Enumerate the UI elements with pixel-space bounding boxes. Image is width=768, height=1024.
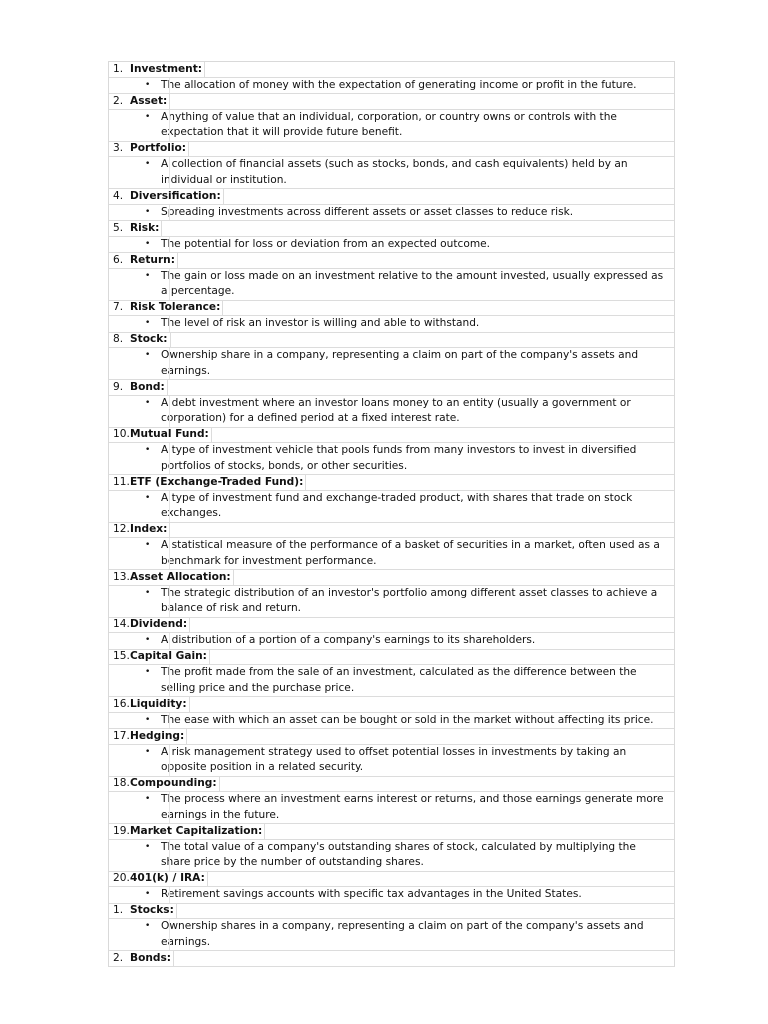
glossary-definition-row: [109, 316, 674, 333]
definition-text: A type of investment fund and exchange-traded product, with shares that trade on stock exchanges.: [161, 491, 633, 519]
term-title: Diversification:: [130, 189, 224, 204]
definition-text: Retirement savings accounts with specific tax advantages in the United States.: [161, 888, 582, 900]
glossary-term-row: [109, 475, 674, 491]
term-number: 9.: [113, 380, 124, 393]
glossary-term-row: [109, 428, 674, 444]
glossary-definition-row: [109, 633, 674, 650]
glossary-definition-row: [109, 205, 674, 222]
term-number: 6.: [113, 253, 124, 266]
glossary-term-row: [109, 253, 674, 269]
term-number: 15.: [113, 650, 130, 663]
glossary-definition-row: [109, 78, 674, 95]
term-title: Capital Gain:: [130, 649, 210, 664]
term-title: Bonds:: [130, 951, 174, 966]
definition-text: The level of risk an investor is willing and able to withstand.: [161, 317, 480, 329]
glossary-term-row: [109, 221, 674, 237]
bullet-icon: •: [145, 206, 151, 217]
bullet-icon: •: [145, 318, 151, 328]
term-number: 20.: [113, 872, 130, 885]
glossary-definition-row: [109, 110, 674, 142]
term-number: 14.: [113, 618, 130, 631]
glossary-term-row: [109, 618, 674, 634]
term-number: 1.: [113, 904, 124, 917]
bullet-icon: •: [145, 889, 151, 899]
glossary-term-row: [109, 380, 674, 396]
term-number: 2.: [113, 94, 124, 107]
definition-text: A statistical measure of the performance of a basket of securities in a market, often used as a benchmark for investment performance.: [161, 539, 660, 567]
term-title: Compounding:: [130, 776, 220, 791]
glossary-definition-row: [109, 396, 674, 428]
glossary-definition-row: [109, 792, 674, 824]
definition-text: The gain or loss made on an investment relative to the amount invested, usually expressed as a percentage.: [161, 269, 664, 297]
definition-text: The ease with which an asset can be bought or sold in the market without affecting its price.: [161, 713, 654, 726]
glossary-definition-row: [109, 586, 674, 618]
term-number: 8.: [113, 333, 124, 346]
term-number: 17.: [113, 729, 130, 742]
term-title: ETF (Exchange-Traded Fund):: [130, 475, 306, 490]
term-title: Liquidity:: [130, 697, 190, 712]
term-number: 1.: [113, 62, 124, 75]
term-number: 7.: [113, 301, 124, 314]
glossary-term-row: [109, 904, 674, 920]
term-title: Index:: [130, 522, 170, 537]
glossary-term-row: [109, 62, 674, 78]
bullet-icon: •: [145, 111, 151, 122]
term-title: Portfolio:: [130, 141, 189, 156]
term-title: Asset:: [130, 94, 170, 109]
term-number: 19.: [113, 824, 130, 837]
term-number: 10.: [113, 428, 130, 441]
definition-text: A type of investment vehicle that pools funds from many investors to invest in diversified portfolios of stocks, bonds, or other securities.: [161, 444, 637, 472]
definition-text: The strategic distribution of an investor's portfolio among different asset classes to achieve a balance of risk and return.: [161, 586, 658, 614]
bullet-icon: •: [145, 587, 151, 598]
glossary-definition-row: [109, 443, 674, 475]
glossary-term-row: [109, 94, 674, 110]
glossary-term-row: [109, 824, 674, 840]
glossary-term-row: [109, 729, 674, 745]
glossary-term-row: [109, 777, 674, 793]
glossary-term-row: [109, 872, 674, 888]
bullet-icon: •: [145, 492, 151, 503]
term-title: Stock:: [130, 332, 171, 347]
bullet-icon: •: [145, 238, 151, 249]
term-number: 16.: [113, 697, 130, 710]
glossary-definition-row: [109, 157, 674, 189]
glossary-definition-row: [109, 237, 674, 254]
definition-text: A collection of financial assets (such as stocks, bonds, and cash equivalents) held by an individual or institution.: [161, 158, 628, 186]
bullet-icon: •: [145, 445, 151, 455]
term-title: Investment:: [130, 62, 205, 77]
definition-text: The process where an investment earns interest or returns, and those earnings generate more earnings in the future.: [161, 793, 664, 821]
term-title: Bond:: [130, 380, 168, 395]
bullet-icon: •: [145, 540, 151, 550]
term-number: 11.: [113, 475, 130, 488]
glossary-term-row: [109, 142, 674, 158]
definition-text: Ownership shares in a company, representing a claim on part of the company's assets and earnings.: [161, 920, 644, 948]
glossary-definition-row: [109, 538, 674, 570]
term-number: 5.: [113, 221, 124, 234]
term-title: Risk:: [130, 221, 162, 236]
glossary-definition-row: [109, 269, 674, 301]
bullet-icon: •: [145, 794, 151, 804]
bullet-icon: •: [145, 350, 151, 360]
term-title: Risk Tolerance:: [130, 300, 223, 315]
bullet-icon: •: [145, 79, 151, 90]
definition-text: Spreading investments across different assets or asset classes to reduce risk.: [161, 205, 574, 218]
definition-text: Ownership share in a company, representing a claim on part of the company's assets and earnings.: [161, 349, 639, 377]
bullet-icon: •: [145, 746, 151, 757]
term-title: Mutual Fund:: [130, 427, 212, 442]
glossary-term-row: [109, 650, 674, 666]
bullet-icon: •: [145, 397, 151, 408]
term-title: Stocks:: [130, 903, 177, 918]
glossary-definition-row: [109, 713, 674, 730]
glossary-definition-row: [109, 491, 674, 523]
definition-text: The potential for loss or deviation from an expected outcome.: [161, 237, 491, 250]
definition-text: The total value of a company's outstanding shares of stock, calculated by multiplying the share price by the number of outstanding shares.: [161, 840, 636, 868]
glossary-term-row: [109, 333, 674, 349]
glossary-definition-row: [109, 887, 674, 904]
definition-text: The allocation of money with the expectation of generating income or profit in the future.: [161, 78, 637, 91]
glossary-term-row: [109, 523, 674, 539]
definition-text: A risk management strategy used to offset potential losses in investments by taking an opposite position in a related security.: [161, 745, 627, 773]
term-title: 401(k) / IRA:: [130, 871, 208, 886]
bullet-icon: •: [145, 635, 151, 645]
bullet-icon: •: [145, 714, 151, 725]
glossary-document: [108, 61, 675, 967]
definition-text: A distribution of a portion of a company's earnings to its shareholders.: [161, 634, 536, 646]
glossary-definition-row: [109, 919, 674, 951]
term-title: Return:: [130, 253, 178, 268]
bullet-icon: •: [145, 841, 151, 852]
glossary-definition-row: [109, 348, 674, 380]
term-number: 13.: [113, 570, 130, 583]
term-number: 12.: [113, 523, 130, 536]
definition-text: The profit made from the sale of an investment, calculated as the difference between the selling price and the purchase price.: [161, 666, 637, 694]
bullet-icon: •: [145, 921, 151, 931]
glossary-term-row: [109, 697, 674, 713]
bullet-icon: •: [145, 159, 151, 169]
glossary-term-row: [109, 189, 674, 205]
glossary-term-row: [109, 951, 674, 967]
glossary-definition-row: [109, 745, 674, 777]
term-title: Hedging:: [130, 729, 187, 744]
term-title: Asset Allocation:: [130, 570, 234, 585]
term-number: 4.: [113, 189, 124, 202]
definition-text: A debt investment where an investor loans money to an entity (usually a government or corporation) for a defined period at a fixed interest rate.: [161, 396, 631, 424]
term-number: 2.: [113, 951, 124, 964]
glossary-definition-row: [109, 665, 674, 697]
bullet-icon: •: [145, 667, 151, 677]
term-title: Dividend:: [130, 617, 190, 632]
glossary-term-row: [109, 570, 674, 586]
term-number: 3.: [113, 142, 124, 155]
glossary-term-row: [109, 301, 674, 317]
glossary-definition-row: [109, 840, 674, 872]
bullet-icon: •: [145, 270, 151, 281]
term-title: Market Capitalization:: [130, 824, 265, 839]
definition-text: Anything of value that an individual, corporation, or country owns or controls with the expectation that it will provide future benefit.: [161, 110, 617, 138]
term-number: 18.: [113, 777, 130, 790]
